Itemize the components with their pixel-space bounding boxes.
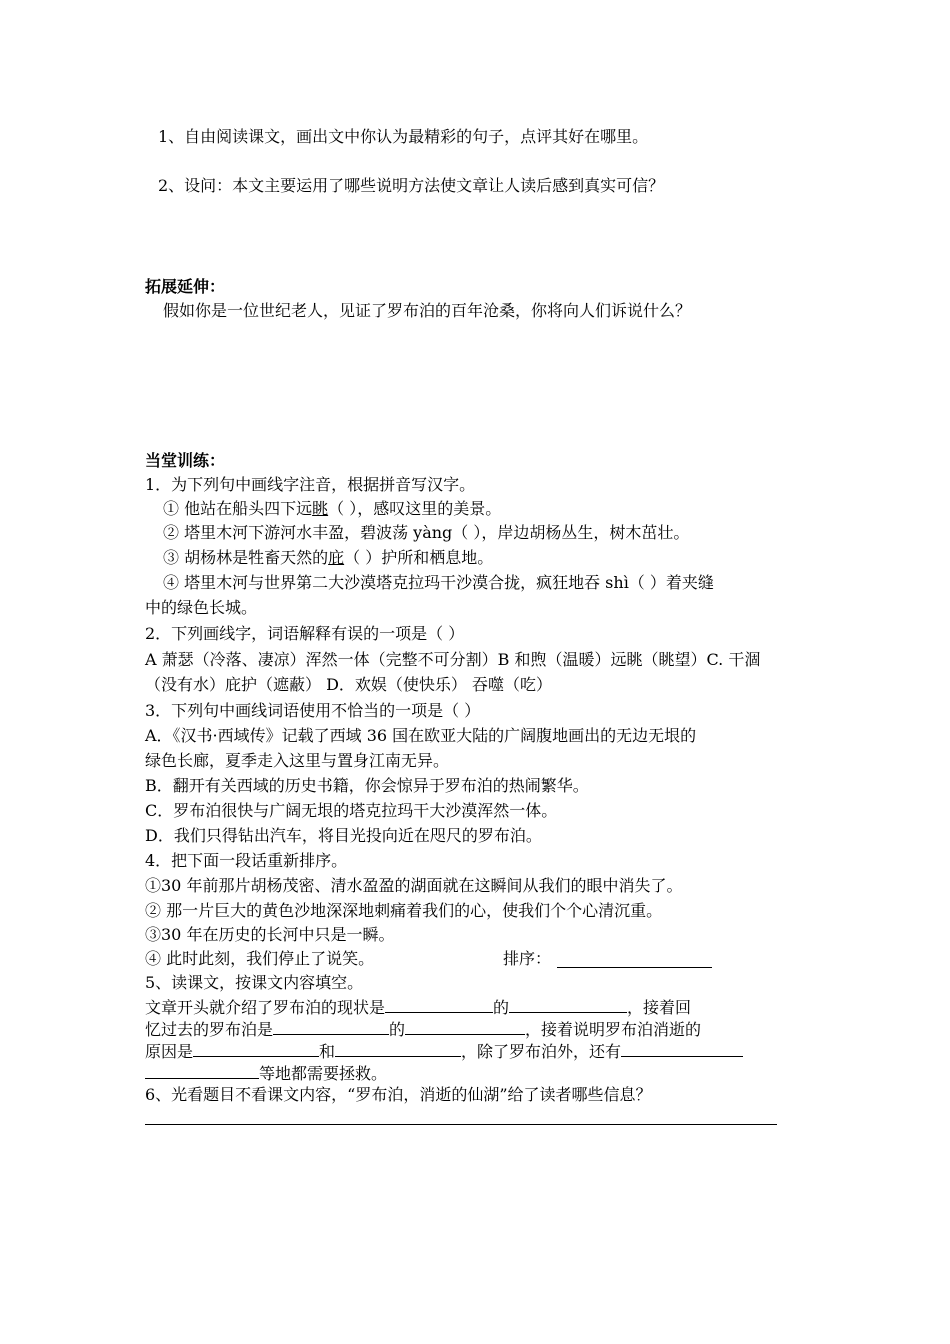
s3-pre: ③ 胡杨林是牲畜天然的 xyxy=(163,548,329,567)
q5-l2-text-a: 忆过去的罗布泊是 xyxy=(145,1020,274,1039)
training-q1-sentence-4-line-1: ④ 塔里木河与世界第二大沙漠塔克拉玛干沙漠合拢，疯狂地吞 shì（ ）着夹缝 xyxy=(163,573,714,592)
training-q1-sentence-1 xyxy=(163,498,828,520)
question-2-top: 2、设问：本文主要运用了哪些说明方法使文章让人读后感到真实可信？ xyxy=(158,176,665,195)
training-heading: 当堂训练： xyxy=(145,451,226,470)
q5-l1-text-a: 文章开头就介绍了罗布泊的现状是 xyxy=(145,998,386,1017)
training-q4-stem: 4．把下面一段话重新排序。 xyxy=(145,851,348,870)
training-q4-sentence-1: ①30 年前那片胡杨茂密、清水盈盈的湖面就在这瞬间从我们的眼中消失了。 xyxy=(145,876,683,895)
training-q2-options-line-2: （没有水）庇护（遮蔽） D．欢娱（使快乐） 吞噬（吃） xyxy=(145,675,553,694)
q5-l1-text-b: 的 xyxy=(493,998,510,1017)
training-q5-stem: 5、读课文，按课文内容填空。 xyxy=(145,973,364,992)
q5-l2-text-b: 的 xyxy=(389,1020,406,1039)
training-q1-sentence-4-line-2: 中的绿色长城。 xyxy=(145,598,258,617)
q5-blank-3[interactable] xyxy=(273,1018,389,1035)
training-q3-option-a-line-1: A．《汉书·西域传》记载了西域 36 国在欧亚大陆的广阔腹地画出的无边无垠的 xyxy=(145,726,697,745)
s3-post: （ ）护所和栖息地。 xyxy=(344,548,494,567)
s1-underlined-char: 眺 xyxy=(312,499,329,518)
q4-s4-text: ④ 此时此刻，我们停止了说笑。 xyxy=(145,949,375,968)
training-q2-options-line-1: A 萧瑟（冷落、凄凉）浑然一体（完整不可分割）B 和煦（温暖）远眺（眺望）C. 干涸 xyxy=(145,650,761,669)
training-q1-sentence-3 xyxy=(163,547,828,569)
training-q4-sentence-3: ③30 年在历史的长河中只是一瞬。 xyxy=(145,925,395,944)
q5-blank-1[interactable] xyxy=(385,996,493,1013)
extension-prompt: 假如你是一位世纪老人，见证了罗布泊的百年沧桑，你将向人们诉说什么？ xyxy=(163,301,692,320)
training-q6-stem: 6、光看题目不看课文内容，“罗布泊，消逝的仙湖”给了读者哪些信息？ xyxy=(145,1085,652,1104)
q5-l2-text-c: ，接着说明罗布泊消逝的 xyxy=(525,1020,702,1039)
question-1-top: 1、自由阅读课文，画出文中你认为最精彩的句子，点评其好在哪里。 xyxy=(158,127,649,146)
q5-l4-text: 等地都需要拯救。 xyxy=(259,1064,388,1083)
s1-pre: ① 他站在船头四下远 xyxy=(163,499,313,518)
training-q4-sentence-2: ② 那一片巨大的黄色沙地深深地刺痛着我们的心，使我们个个心清沉重。 xyxy=(145,901,663,920)
q5-blank-4[interactable] xyxy=(405,1018,525,1035)
q5-blank-7[interactable] xyxy=(621,1040,743,1057)
training-q5-line-4 xyxy=(145,1062,810,1085)
extension-heading: 拓展延伸： xyxy=(145,277,226,296)
training-q3-option-d: D．我们只得钻出汽车，将目光投向近在咫尺的罗布泊。 xyxy=(145,826,542,845)
training-q4-sentence-4 xyxy=(145,948,810,970)
training-q3-option-c: C．罗布泊很快与广阔无垠的塔克拉玛干大沙漠浑然一体。 xyxy=(145,801,558,820)
training-q3-option-a-line-2: 绿色长廊，夏季走入这里与置身江南无异。 xyxy=(145,751,450,770)
order-answer-blank[interactable] xyxy=(557,951,712,968)
q5-blank-5[interactable] xyxy=(193,1040,319,1057)
training-q5-line-2 xyxy=(145,1018,810,1041)
training-q5-line-3 xyxy=(145,1040,810,1063)
training-q1-stem: 1．为下列句中画线字注音，根据拼音写汉字。 xyxy=(145,475,476,494)
q5-l3-text-a: 原因是 xyxy=(145,1042,194,1061)
training-q3-option-b: B．翻开有关西域的历史书籍，你会惊异于罗布泊的热闹繁华。 xyxy=(145,776,589,795)
order-label: 排序： xyxy=(503,949,552,968)
s3-underlined-char: 庇 xyxy=(328,548,345,567)
q5-blank-2[interactable] xyxy=(509,996,627,1013)
s1-post: （ ），感叹这里的美景。 xyxy=(328,499,502,518)
q5-l3-text-b: 和 xyxy=(319,1042,336,1061)
training-q3-stem: 3．下列句中画线词语使用不恰当的一项是（ ） xyxy=(145,701,481,720)
q5-l3-text-c: ，除了罗布泊外，还有 xyxy=(461,1042,622,1061)
q6-answer-line[interactable] xyxy=(145,1124,777,1125)
q5-blank-6[interactable] xyxy=(335,1040,461,1057)
training-q2-stem: 2．下列画线字，词语解释有误的一项是（ ） xyxy=(145,624,465,643)
training-q1-sentence-2: ② 塔里木河下游河水丰盈，碧波荡 yàng（ ），岸边胡杨丛生，树木茁壮。 xyxy=(163,523,690,542)
q5-blank-8[interactable] xyxy=(145,1062,259,1079)
training-q5-line-1 xyxy=(145,996,810,1019)
q5-l1-text-c: ，接着回 xyxy=(627,998,692,1017)
